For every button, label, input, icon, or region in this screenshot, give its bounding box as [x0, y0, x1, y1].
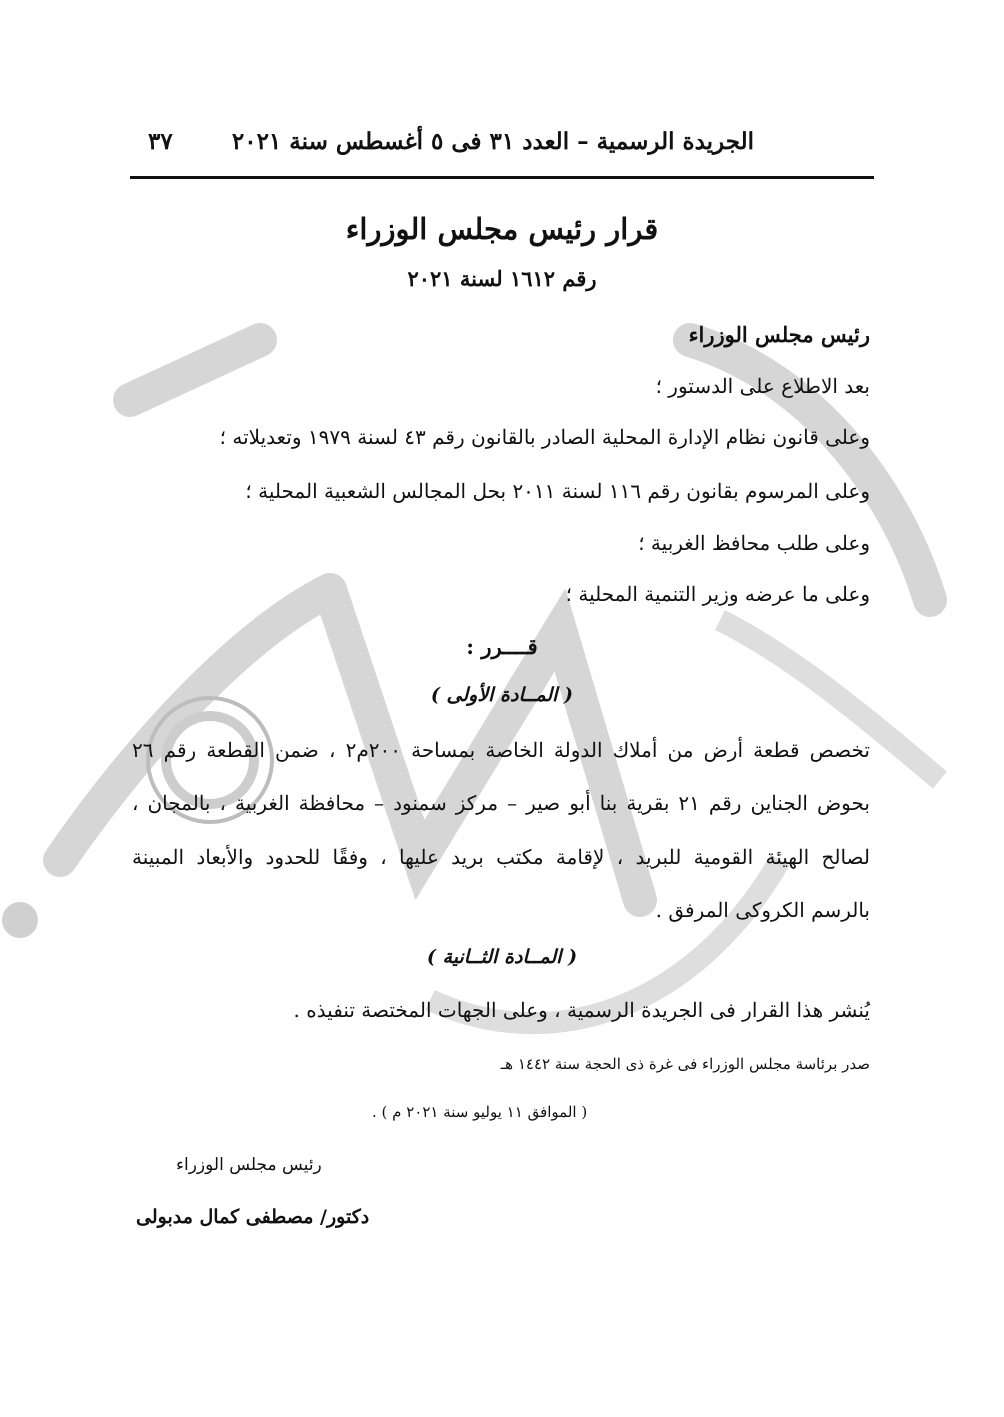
signature-name: دكتور/ مصطفى كمال مدبولى — [136, 1206, 370, 1228]
decree-number: رقم ١٦١٢ لسنة ٢٠٢١ — [407, 266, 597, 291]
decided-label: قــــرر : — [466, 634, 538, 659]
header-rule — [130, 176, 874, 179]
page-number: ٣٧ — [148, 128, 173, 155]
preamble-line: وعلى المرسوم بقانون رقم ١١٦ لسنة ٢٠١١ بحل المجالس الشعبية المحلية ؛ — [245, 479, 870, 503]
page-header — [130, 128, 874, 162]
preamble-line: بعد الاطلاع على الدستور ؛ — [655, 374, 870, 398]
article-1-line: لصالح الهيئة القومية للبريد ، لإقامة مكتب بريد عليها ، وفقًا للحدود والأبعاد المبينة — [132, 845, 870, 869]
article-1-line: بالرسم الكروكى المرفق . — [655, 898, 870, 922]
issuance-gregorian: ( الموافق ١١ يوليو سنة ٢٠٢١ م ) . — [372, 1103, 588, 1121]
article-1-line: تخصص قطعة أرض من أملاك الدولة الخاصة بمساحة ٢٠٠م٢ ، ضمن القطعة رقم ٢٦ — [132, 738, 870, 762]
preamble-line: وعلى قانون نظام الإدارة المحلية الصادر بالقانون رقم ٤٣ لسنة ١٩٧٩ وتعديلاته ؛ — [219, 425, 870, 449]
article-1-heading: ( المــادة الأولى ) — [430, 684, 574, 706]
article-1-line: بحوض الجناين رقم ٢١ بقرية بنا أبو صير – مركز سمنود – محافظة الغربية ، بالمجان ، — [132, 791, 870, 815]
signature-title: رئيس مجلس الوزراء — [176, 1155, 322, 1175]
decree-title: قرار رئيس مجلس الوزراء — [345, 212, 659, 246]
issuance-hijri: صدر برئاسة مجلس الوزراء فى غرة ذى الحجة سنة ١٤٤٢ هـ — [500, 1055, 870, 1073]
preamble-line: وعلى طلب محافظ الغربية ؛ — [638, 531, 870, 555]
article-2-heading: ( المــادة الثــانية ) — [426, 946, 578, 968]
preamble-heading: رئيس مجلس الوزراء — [688, 322, 870, 347]
gazette-title: الجريدة الرسمية – العدد ٣١ فى ٥ أغسطس سنة ٢٠٢١ — [231, 128, 754, 155]
article-2-text: يُنشر هذا القرار فى الجريدة الرسمية ، وعلى الجهات المختصة تنفيذه . — [293, 998, 870, 1022]
preamble-line: وعلى ما عرضه وزير التنمية المحلية ؛ — [565, 582, 870, 606]
